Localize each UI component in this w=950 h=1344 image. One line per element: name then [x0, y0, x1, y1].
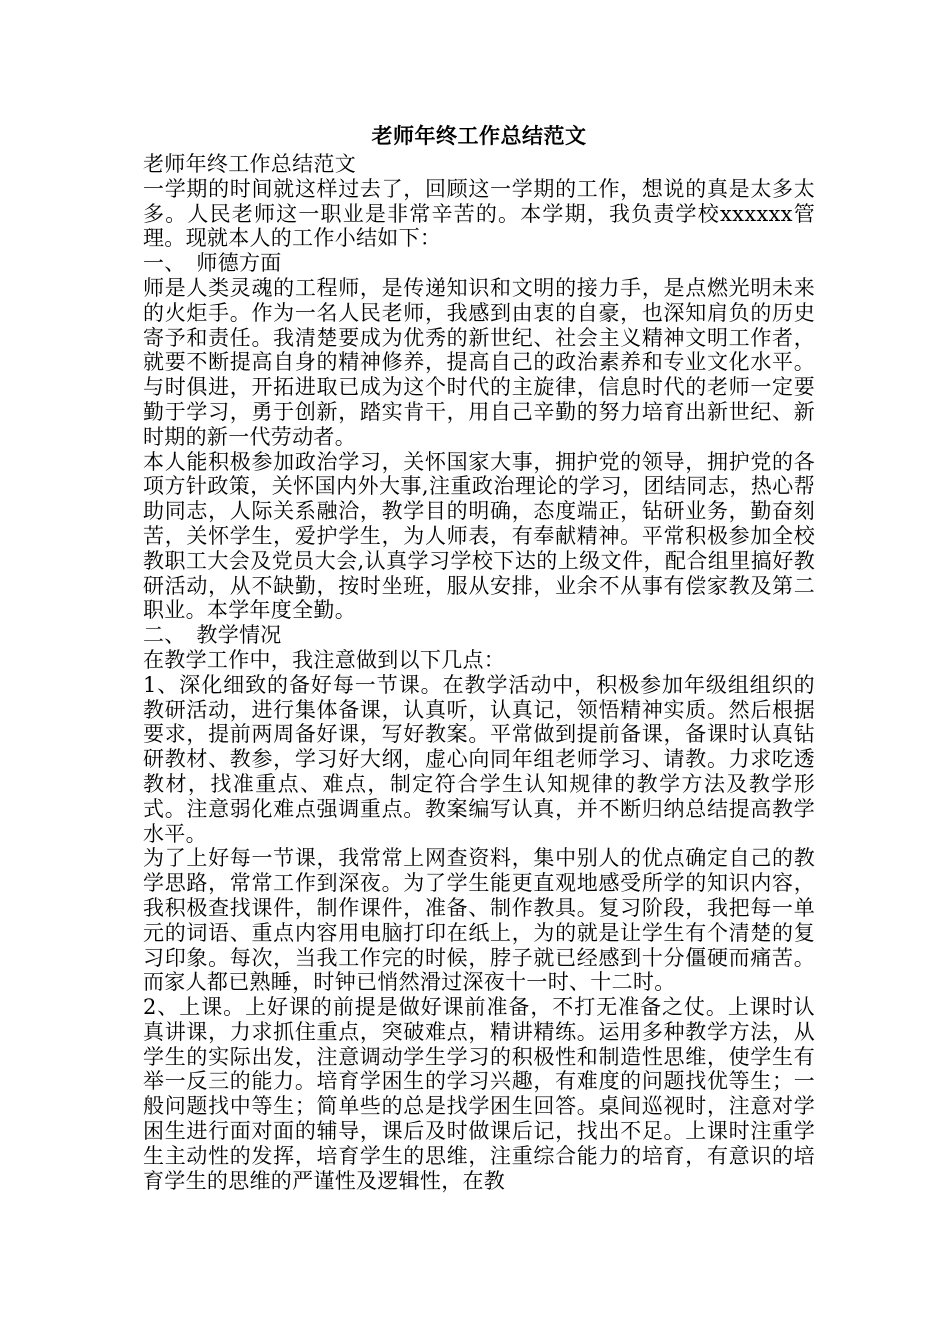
section-heading-ethics: 一、 师德方面 — [143, 251, 282, 276]
ethics-paragraph-2: 本人能积极参加政治学习，关怀国家大事，拥护党的领导，拥护党的各项方针政策，关怀国内外大事,注重政治理论的学习，团结同志，热心帮助同志，人际关系融洽，教学目的明确，态度端正，钻研业务，勤奋刻苦，关怀学生，爱护学生，为人师表，有奉献精神。平常积极参加全校教职工大会及党员大会,认真学习学校下达的上级文件，配合组里搞好教研活动，从不缺勤，按时坐班，服从安排，业余不从事有偿家教及第二职业。本学年度全勤。 — [143, 449, 815, 623]
teaching-paragraph-1: 1、深化细致的备好每一节课。在教学活动中，积极参加年级组组织的教研活动，进行集体备课，认真听，认真记，领悟精神实质。然后根据要求，提前两周备好课，写好教案。平常做到提前备课，备课时认真钻研教材、教参，学习好大纲，虚心向同年组老师学习、请教。力求吃透教材，找准重点、难点，制定符合学生认知规律的教学方法及教学形式。注意弱化难点强调重点。教案编写认真，并不断归纳总结提高教学水平。 — [143, 672, 815, 846]
teaching-paragraph-2: 为了上好每一节课，我常常上网查资料，集中别人的优点确定自己的教学思路，常常工作到深夜。为了学生能更直观地感受所学的知识内容，我积极查找课件，制作课件，准备、制作教具。复习阶段，我把每一单元的词语、重点内容用电脑打印在纸上，为的就是让学生有个清楚的复习印象。每次，当我工作完的时候，脖子就已经感到十分僵硬而痛苦。而家人都已熟睡，时钟已悄然滑过深夜十一时、十二时。 — [143, 846, 815, 995]
intro-paragraph: 一学期的时间就这样过去了，回顾这一学期的工作，想说的真是太多太多。人民老师这一职业是非常辛苦的。本学期，我负责学校xxxxxx管理。现就本人的工作小结如下： — [143, 176, 815, 251]
ethics-paragraph-1: 师是人类灵魂的工程师，是传递知识和文明的接力手，是点燃光明未来的火炬手。作为一名人民老师，我感到由衷的自豪，也深知肩负的历史寄予和责任。我清楚要成为优秀的新世纪、社会主义精神文明工作者，就要不断提高自身的精神修养，提高自己的政治素养和专业文化水平。与时俱进，开拓进取已成为这个时代的主旋律，信息时代的老师一定要勤于学习，勇于创新，踏实肯干，用自己辛勤的努力培育出新世纪、新时期的新一代劳动者。 — [143, 275, 815, 449]
page-title: 老师年终工作总结范文 — [371, 123, 587, 148]
document-body — [143, 120, 815, 1193]
teaching-intro: 在教学工作中，我注意做到以下几点： — [143, 647, 506, 672]
teaching-paragraph-3: 2、上课。上好课的前提是做好课前准备，不打无准备之仗。上课时认真讲课，力求抓住重点，突破难点，精讲精练。运用多种教学方法，从学生的实际出发，注意调动学生学习的积极性和制造性思维，使学生有举一反三的能力。培育学困生的学习兴趣，有难度的问题找优等生；一般问题找中等生；简单些的总是找学困生回答。桌间巡视时，注意对学困生进行面对面的辅导，课后及时做课后记，找出不足。上课时注重学生主动性的发挥，培育学生的思维，注重综合能力的培育，有意识的培育学生的思维的严谨性及逻辑性，在教 — [143, 995, 815, 1193]
section-heading-teaching: 二、 教学情况 — [143, 623, 282, 648]
subtitle: 老师年终工作总结范文 — [143, 152, 356, 176]
